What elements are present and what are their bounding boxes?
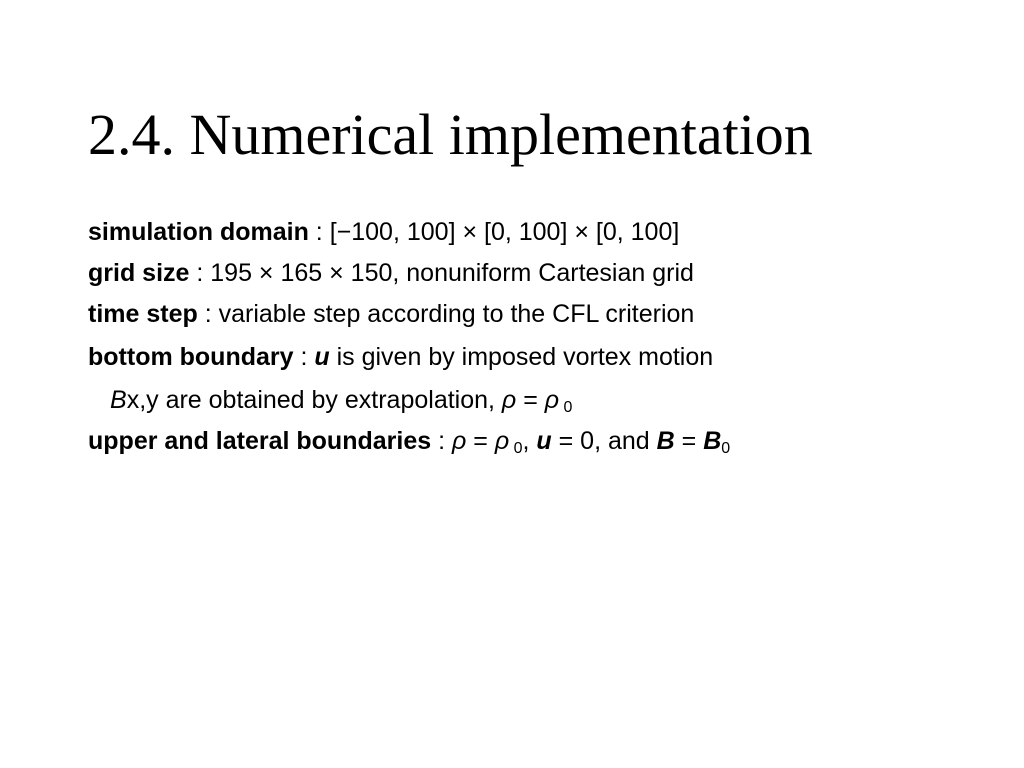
subscript-zero: 0 bbox=[509, 440, 523, 457]
simulation-domain-term: simulation domain bbox=[88, 218, 309, 246]
velocity-symbol: u bbox=[536, 427, 552, 455]
separator: : bbox=[293, 343, 315, 371]
magnetic-field-symbol: B bbox=[656, 427, 675, 455]
separator: : bbox=[308, 218, 330, 246]
density-symbol: ρ bbox=[501, 386, 517, 414]
slide-body bbox=[88, 212, 998, 462]
velocity-symbol: u bbox=[314, 343, 330, 371]
time-step-line bbox=[88, 294, 998, 335]
magnetic-field-symbol-initial: B bbox=[703, 427, 722, 455]
subscript-zero: 0 bbox=[559, 399, 573, 416]
grid-size-line bbox=[88, 253, 998, 294]
separator: : bbox=[197, 300, 219, 328]
density-symbol: ρ bbox=[451, 427, 467, 455]
equals-sign: = bbox=[516, 386, 545, 414]
simulation-domain-value: [−100, 100] × [0, 100] × [0, 100] bbox=[329, 218, 680, 246]
upper-lateral-boundaries-line bbox=[88, 421, 998, 462]
separator: : bbox=[189, 259, 211, 287]
grid-size-value: 195 × 165 × 150, nonuniform Cartesian grid bbox=[210, 259, 694, 287]
bottom-boundary-line bbox=[88, 335, 998, 380]
equals-sign: = bbox=[466, 427, 495, 455]
velocity-condition-text: = 0, and bbox=[551, 427, 657, 455]
time-step-term: time step bbox=[88, 300, 198, 328]
extrapolation-line bbox=[88, 380, 998, 421]
equals-sign: = bbox=[674, 427, 704, 455]
upper-lateral-boundaries-term: upper and lateral boundaries bbox=[88, 427, 432, 455]
slide-title: 2.4. Numerical implementation bbox=[88, 102, 813, 167]
simulation-domain-line bbox=[88, 212, 998, 253]
extrapolation-text: x,y are obtained by extrapolation, bbox=[126, 386, 502, 414]
time-step-value: variable step according to the CFL criterion bbox=[218, 300, 695, 328]
grid-size-term: grid size bbox=[88, 259, 190, 287]
density-symbol-initial: ρ bbox=[494, 427, 510, 455]
separator: : bbox=[431, 427, 452, 455]
comma: , bbox=[522, 427, 537, 455]
bottom-boundary-term: bottom boundary bbox=[88, 343, 294, 371]
subscript-zero: 0 bbox=[721, 440, 731, 457]
bottom-boundary-text: is given by imposed vortex motion bbox=[329, 343, 714, 371]
density-symbol-initial: ρ bbox=[544, 386, 560, 414]
magnetic-field-symbol: B bbox=[110, 386, 127, 414]
